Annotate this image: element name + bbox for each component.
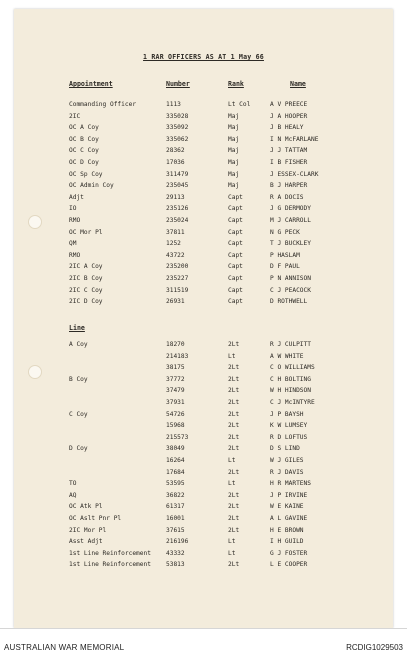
appointment-cell: OC Admin Coy (69, 182, 114, 190)
table-row (14, 101, 393, 111)
table-row (14, 159, 393, 169)
appointment-cell: Adjt (69, 193, 84, 201)
table-row (14, 194, 393, 204)
appointment-cell: AQ (69, 491, 77, 499)
rank-cell: 2Lt (228, 503, 240, 511)
table-row (14, 445, 393, 455)
rank-cell: Lt Col (228, 101, 251, 108)
table-row (14, 171, 393, 181)
appointment-cell: OC Mor Pl (69, 228, 103, 236)
number-cell: 15968 (166, 422, 185, 430)
number-cell: 37931 (166, 399, 185, 406)
table-row (14, 136, 393, 146)
name-cell: I N McFARLANE (270, 135, 319, 143)
table-row (14, 252, 393, 262)
name-cell: M J CARROLL (270, 217, 311, 224)
archive-footer (0, 628, 407, 655)
rank-cell: 2Lt (228, 341, 240, 348)
number-cell: 18270 (166, 341, 185, 348)
header-appointment: Appointment (69, 80, 113, 88)
name-cell: D F PAUL (270, 263, 300, 271)
name-cell: P HASLAM (270, 251, 300, 259)
name-cell: K W LUMSEY (270, 422, 308, 430)
rank-cell: Lt (228, 549, 236, 557)
appointment-cell: 1st Line Reinforcement (69, 549, 151, 557)
appointment-cell: 2IC Mor Pl (69, 526, 107, 534)
appointment-cell: A Coy (69, 341, 88, 348)
appointment-cell: 2IC A Coy (69, 263, 103, 271)
number-cell: 43332 (166, 549, 185, 557)
number-cell: 335062 (166, 135, 189, 143)
table-row (14, 364, 393, 374)
rank-cell: Capt (228, 205, 243, 213)
appointment-cell: C Coy (69, 410, 88, 418)
rank-cell: 2Lt (228, 491, 240, 499)
table-row (14, 527, 393, 537)
rank-cell: Maj (228, 135, 240, 143)
rank-cell: Maj (228, 147, 240, 155)
name-cell: C H BOLTING (270, 375, 311, 383)
rank-cell: Capt (228, 228, 243, 236)
number-cell: 36822 (166, 491, 185, 499)
name-cell: I H GUILD (270, 538, 304, 546)
rank-cell: Lt (228, 480, 236, 488)
appointment-cell: OC B Coy (69, 135, 99, 143)
rank-cell: 2Lt (228, 445, 240, 453)
rank-cell: Lt (228, 538, 236, 546)
document-page (14, 9, 393, 628)
table-row (14, 287, 393, 297)
appointment-cell: OC A Coy (69, 124, 99, 132)
name-cell: C J PEACOCK (270, 286, 311, 294)
number-cell: 235126 (166, 205, 189, 213)
name-cell: A L GAVINE (270, 515, 308, 522)
appointment-cell: QM (69, 240, 77, 248)
name-cell: A V PREECE (270, 101, 308, 108)
rank-cell: 2Lt (228, 364, 240, 372)
header-number: Number (166, 80, 190, 88)
number-cell: 215573 (166, 433, 189, 441)
table-row (14, 113, 393, 123)
number-cell: 235045 (166, 182, 189, 190)
table-row (14, 387, 393, 397)
name-cell: J ESSEX-CLARK (270, 170, 319, 178)
rank-cell: Capt (228, 298, 243, 306)
name-cell: T J BUCKLEY (270, 240, 311, 248)
table-row (14, 480, 393, 490)
table-row (14, 275, 393, 285)
rank-cell: 2Lt (228, 526, 240, 534)
name-cell: H R MARTENS (270, 480, 311, 488)
number-cell: 54726 (166, 410, 185, 418)
number-cell: 16001 (166, 515, 185, 522)
name-cell: H E BROWN (270, 526, 304, 534)
table-row (14, 124, 393, 134)
name-cell: C J McINTYRE (270, 399, 315, 406)
number-cell: 1113 (166, 101, 181, 108)
table-row (14, 503, 393, 513)
name-cell: A W WHITE (270, 352, 304, 360)
number-cell: 16264 (166, 457, 185, 464)
rank-cell: 2Lt (228, 375, 240, 383)
name-cell: R J DAVIS (270, 468, 304, 476)
appointment-cell: 1st Line Reinforcement (69, 561, 151, 569)
appointment-cell: RMO (69, 217, 81, 224)
rank-cell: Maj (228, 159, 240, 166)
rank-cell: Capt (228, 286, 243, 294)
rank-cell: Maj (228, 112, 240, 120)
number-cell: 37615 (166, 526, 185, 534)
table-row (14, 457, 393, 467)
name-cell: J J TATTAM (270, 147, 308, 155)
table-row (14, 399, 393, 409)
name-cell: J P BAYSH (270, 410, 304, 418)
rank-cell: Capt (228, 251, 243, 259)
table-row (14, 492, 393, 502)
table-row (14, 353, 393, 363)
appointment-cell: Commanding Officer (69, 101, 137, 108)
name-cell: W H HINDSON (270, 387, 311, 395)
number-cell: 1252 (166, 240, 181, 248)
table-row (14, 550, 393, 560)
table-row (14, 217, 393, 227)
number-cell: 235024 (166, 217, 189, 224)
number-cell: 38049 (166, 445, 185, 453)
number-cell: 311479 (166, 170, 189, 178)
number-cell: 311519 (166, 286, 189, 294)
table-row (14, 434, 393, 444)
number-cell: 53595 (166, 480, 185, 488)
appointment-cell: D Coy (69, 445, 88, 453)
number-cell: 53813 (166, 561, 185, 569)
name-cell: J P IRVINE (270, 491, 308, 499)
appointment-cell: B Coy (69, 375, 88, 383)
name-cell: B J HARPER (270, 182, 308, 190)
table-row (14, 182, 393, 192)
appointment-cell: 2IC (69, 112, 81, 120)
table-row (14, 469, 393, 479)
number-cell: 235200 (166, 263, 189, 271)
number-cell: 17036 (166, 159, 185, 166)
rank-cell: Lt (228, 457, 236, 464)
name-cell: D S LIND (270, 445, 300, 453)
appointment-cell: Asst Adjt (69, 538, 103, 546)
footer-institution: AUSTRALIAN WAR MEMORIAL (4, 643, 125, 652)
document-title: 1 RAR OFFICERS AS AT 1 May 66 (143, 53, 264, 61)
number-cell: 335092 (166, 124, 189, 132)
number-cell: 37811 (166, 228, 185, 236)
number-cell: 38175 (166, 364, 185, 372)
name-cell: I B FISHER (270, 159, 308, 166)
number-cell: 43722 (166, 251, 185, 259)
name-cell: G J FOSTER (270, 549, 308, 557)
table-row (14, 515, 393, 525)
footer-record-id: RCDIG1029503 (346, 643, 403, 652)
appointment-cell: OC D Coy (69, 159, 99, 166)
rank-cell: Maj (228, 170, 240, 178)
number-cell: 26931 (166, 298, 185, 306)
rank-cell: 2Lt (228, 515, 240, 522)
appointment-cell: 2IC B Coy (69, 275, 103, 282)
number-cell: 37479 (166, 387, 185, 395)
name-cell: D ROTHWELL (270, 298, 308, 306)
appointment-cell: 2IC C Coy (69, 286, 103, 294)
table-row (14, 240, 393, 250)
table-row (14, 422, 393, 432)
appointment-cell: OC Sp Coy (69, 170, 103, 178)
section-line-heading: Line (69, 324, 85, 332)
table-row (14, 561, 393, 571)
table-row (14, 341, 393, 351)
appointment-cell: 2IC D Coy (69, 298, 103, 306)
rank-cell: Capt (228, 240, 243, 248)
number-cell: 214183 (166, 352, 189, 360)
name-cell: R A DOCIS (270, 193, 304, 201)
table-row (14, 298, 393, 308)
rank-cell: 2Lt (228, 387, 240, 395)
table-row (14, 411, 393, 421)
rank-cell: 2Lt (228, 422, 240, 430)
appointment-cell: OC C Coy (69, 147, 99, 155)
appointment-cell: OC Aslt Pnr Pl (69, 515, 122, 522)
name-cell: P N ANNISON (270, 275, 311, 282)
name-cell: R J CULPITT (270, 341, 311, 348)
name-cell: J B HEALY (270, 124, 304, 132)
rank-cell: Capt (228, 275, 243, 282)
number-cell: 335028 (166, 112, 189, 120)
rank-cell: Capt (228, 217, 243, 224)
rank-cell: 2Lt (228, 399, 240, 406)
number-cell: 28362 (166, 147, 185, 155)
name-cell: L E COOPER (270, 561, 308, 569)
rank-cell: 2Lt (228, 561, 240, 569)
header-rank: Rank (228, 80, 244, 88)
table-row (14, 538, 393, 548)
name-cell: W E KAINE (270, 503, 304, 511)
appointment-cell: OC Atk Pl (69, 503, 103, 511)
name-cell: C O WILLIAMS (270, 364, 315, 372)
number-cell: 29113 (166, 193, 185, 201)
name-cell: R D LOFTUS (270, 433, 308, 441)
rank-cell: 2Lt (228, 468, 240, 476)
header-name: Name (290, 80, 306, 88)
rank-cell: 2Lt (228, 410, 240, 418)
number-cell: 235227 (166, 275, 189, 282)
table-row (14, 263, 393, 273)
table-row (14, 376, 393, 386)
table-row (14, 147, 393, 157)
name-cell: J A HOOPER (270, 112, 308, 120)
rank-cell: Capt (228, 193, 243, 201)
rank-cell: Lt (228, 352, 236, 360)
appointment-cell: RMO (69, 251, 81, 259)
name-cell: J G DERMODY (270, 205, 311, 213)
name-cell: N G PECK (270, 228, 300, 236)
table-row (14, 205, 393, 215)
rank-cell: Maj (228, 182, 240, 190)
rank-cell: 2Lt (228, 433, 240, 441)
name-cell: W J GILES (270, 457, 304, 464)
appointment-cell: IO (69, 205, 77, 213)
rank-cell: Capt (228, 263, 243, 271)
number-cell: 216196 (166, 538, 189, 546)
rank-cell: Maj (228, 124, 240, 132)
number-cell: 17684 (166, 468, 185, 476)
appointment-cell: TO (69, 480, 77, 488)
number-cell: 37772 (166, 375, 185, 383)
table-row (14, 229, 393, 239)
number-cell: 61317 (166, 503, 185, 511)
